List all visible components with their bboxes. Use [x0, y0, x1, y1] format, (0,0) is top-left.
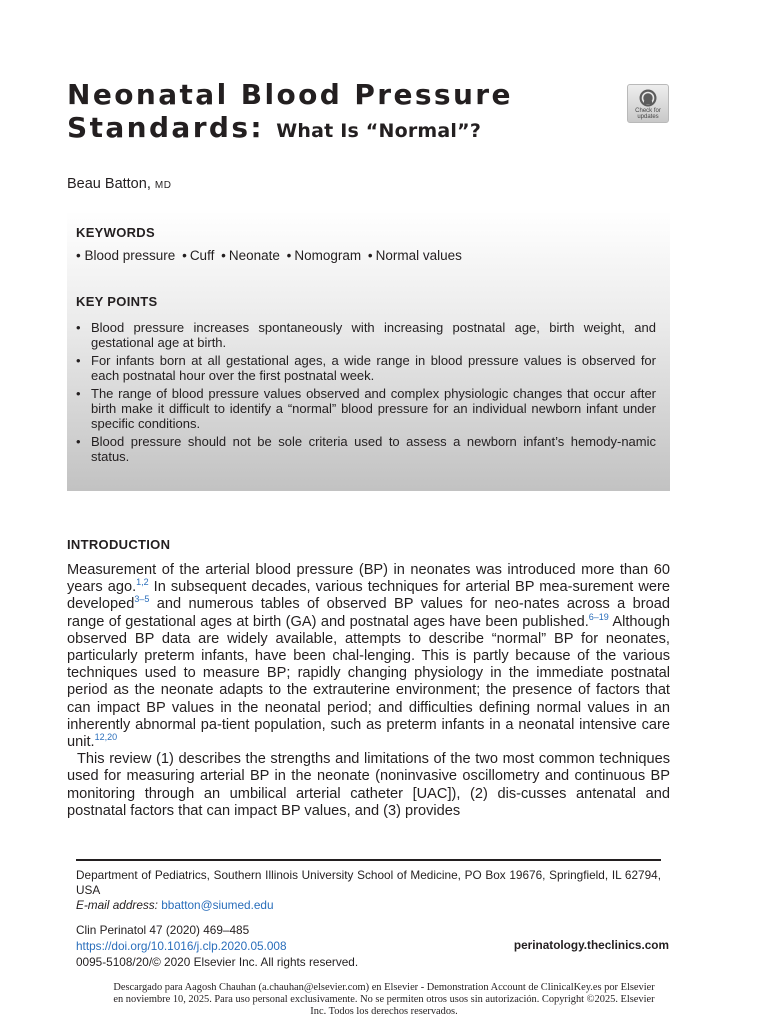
article-title: [67, 78, 587, 148]
affiliation: Department of Pediatrics, Southern Illinois University School of Medicine, PO Box 19676, Springfield, IL 62794, USA: [76, 868, 661, 897]
footer-divider: [76, 859, 661, 861]
keywords-heading: KEYWORDS: [76, 225, 155, 240]
check-for-updates-icon: [638, 88, 658, 108]
author-line: [67, 176, 171, 192]
title-main: Neonatal Blood Pressure Standards:: [67, 78, 513, 144]
keyword: Cuff: [189, 248, 215, 263]
keyword: Blood pressure: [84, 248, 176, 263]
journal-url[interactable]: perinatology.theclinics.com: [513, 938, 669, 952]
introduction-heading: INTRODUCTION: [67, 537, 171, 552]
keyword: Neonate: [228, 248, 280, 263]
key-point-item: • Blood pressure should not be sole criteria used to assess a newborn infant’s hemody-namic status.: [76, 434, 656, 464]
copyright: 0095-5108/20/© 2020 Elsevier Inc. All rights reserved.: [76, 955, 359, 969]
citation: Clin Perinatol 47 (2020) 469–485: [76, 923, 250, 937]
author-degree: MD: [154, 180, 172, 191]
doi-link[interactable]: https://doi.org/10.1016/j.clp.2020.05.008: [76, 939, 287, 953]
email-link[interactable]: bbatton@siumed.edu: [161, 898, 274, 912]
keywords-keypoints-box: [67, 211, 670, 491]
reference-link[interactable]: 12,20: [94, 732, 118, 743]
introduction-body: [67, 562, 670, 820]
key-point-item: • For infants born at all gestational ages, a wide range in blood pressure values is observed for each postnatal hour over the first postnatal week.: [76, 353, 656, 383]
keyword: Normal values: [375, 248, 462, 263]
reference-link[interactable]: 1,2: [136, 577, 149, 588]
key-points-heading: KEY POINTS: [76, 294, 158, 309]
email-label: E-mail address:: [76, 898, 158, 912]
reference-link[interactable]: 3–5: [134, 594, 150, 605]
title-subtitle: What Is “Normal”?: [276, 120, 482, 142]
check-for-updates-button[interactable]: [627, 84, 669, 123]
keywords-list: • Blood pressure • Cuff • Neonate • Nomogram • Normal values: [76, 248, 462, 263]
reference-link[interactable]: 6–19: [588, 611, 609, 622]
email-line: [76, 898, 274, 912]
citation-block: [76, 922, 358, 970]
paragraph: This review (1) describes the strengths and limitations of the two most common techniques used for measuring arterial BP in the neonate (noninvasive oscillometry and continuous BP monitoring through an umbilical arterial catheter [UAC]), (2) dis-cusses antenatal and postnatal factors that can impact BP values, and (3) provides: [67, 751, 670, 819]
key-point-item: • Blood pressure increases spontaneously with increasing postnatal age, birth weight, and gestational age at birth.: [76, 320, 656, 350]
badge-label: Check for updates: [635, 108, 661, 120]
author-name: Beau Batton,: [67, 176, 151, 192]
keyword: Nomogram: [294, 248, 362, 263]
paragraph: Measurement of the arterial blood pressure (BP) in neonates was introduced more than 60 years ago.$^{1,2}$ In subsequent decades, various techniques for arterial BP mea-surement were developed$^{3-5}$ and numerous tables of observed BP values for neo-nates across a broad range of gestational ages at birth (GA) and postnatal ages have been published.$^{6-19}$ Although observed BP data are widely available, attempts to describe “normal” BP for neonates, particularly preterm infants, have been chal-lenging. This is partly because of the various techniques used to measure BP; rapidly changing physiology in the immediate postnatal period as the neonate adapts to the extrauterine environment; the presence of factors that can impact BP values in the neonatal period; and difficulties defining normal values in an inherently abnormal pa-tient population, such as preterm infants in a neonatal intensive care unit.$^{12,20}$: [67, 562, 670, 751]
key-points-list: [76, 320, 656, 467]
key-point-item: • The range of blood pressure values observed and complex physiologic changes that occur after birth make it difficult to identify a “normal” blood pressure for an individual newborn infant under specific conditions.: [76, 386, 656, 431]
download-notice: Descargado para Aagosh Chauhan (a.chauhan@elsevier.com) en Elsevier - Demonstration Account de ClinicalKey.es por Elsevier en noviembre 10, 2025. Para uso personal exclusivamente. No se permiten otros usos sin autorización. Copyright ©2025. Elsevier Inc. Todos los derechos reservados.: [113, 982, 655, 1017]
